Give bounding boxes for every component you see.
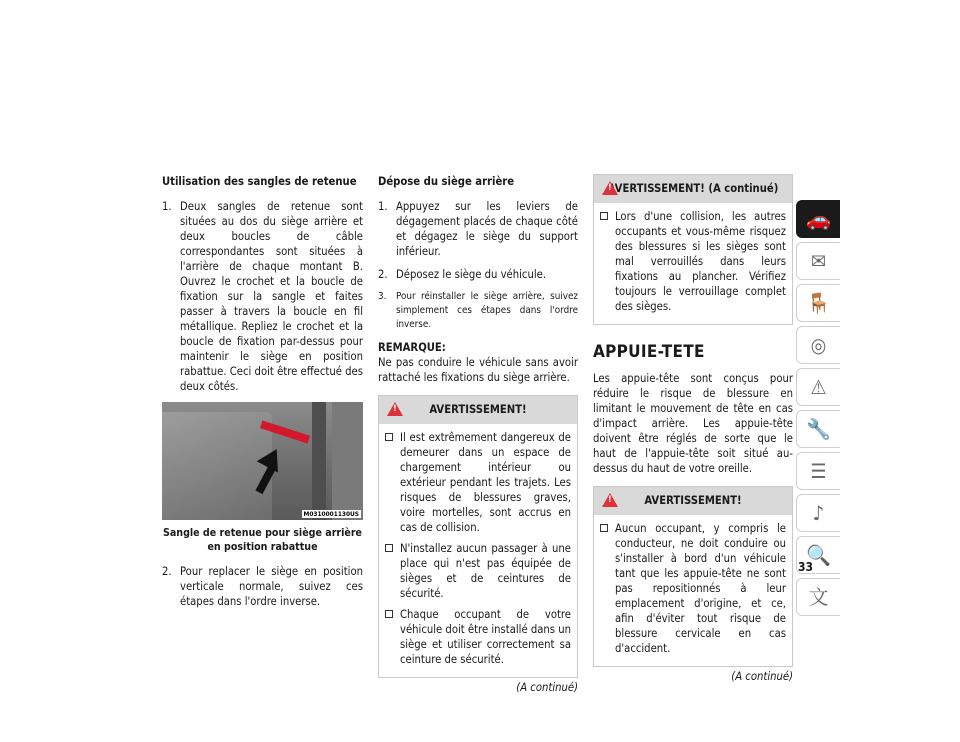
warning-title: AVERTISSEMENT!	[644, 494, 742, 507]
step-2	[378, 267, 578, 282]
warning-item	[600, 521, 786, 656]
continued-label: (A continué)	[731, 670, 793, 683]
figure-seat	[162, 412, 272, 520]
checkbox-bullet-icon	[600, 212, 608, 220]
seat-strap-figure	[162, 402, 363, 520]
tab-tools[interactable]	[796, 410, 840, 448]
tab-language[interactable]	[796, 578, 840, 616]
checkbox-bullet-icon	[600, 524, 608, 532]
warning-box-2	[593, 486, 793, 667]
tab-seat[interactable]	[796, 284, 840, 322]
column-3	[593, 174, 793, 684]
step-2	[162, 564, 363, 609]
warning-body	[594, 203, 792, 324]
remark	[378, 340, 578, 385]
warning-title: AVERTISSEMENT! (A continué)	[607, 182, 779, 195]
warning-item-text: N'installez aucun passager à une place qui n'est pas équipée de sièges et de ceintures de sécurité.	[400, 542, 571, 600]
page-number: 33	[798, 560, 814, 574]
figure-pillar	[312, 402, 326, 520]
figure-code: M0310001130US	[303, 510, 359, 518]
step-1	[378, 199, 578, 259]
step-text: Appuyez sur les leviers de dégagement placés de chaque côté et dégagez le siège du support inférieur.	[396, 200, 578, 258]
checkbox-bullet-icon	[385, 433, 393, 441]
section-title: APPUIE-TETE	[593, 342, 705, 362]
warning-item	[385, 607, 571, 667]
checkbox-bullet-icon	[385, 610, 393, 618]
warning-box	[378, 395, 578, 678]
step-text: Pour réinstaller le siège arrière, suivez simplement ces étapes dans l'ordre inverse.	[396, 291, 578, 330]
crash-icon: ⚠	[810, 374, 827, 399]
warning-icon	[602, 493, 618, 507]
warning-item	[600, 209, 786, 314]
language-icon: 文	[808, 584, 829, 609]
tab-car-info[interactable]	[796, 200, 840, 238]
section-paragraph: Les appuie-tête sont conçus pour réduire le risque de blessure en limitant le mouvement de tête en cas d'impact arrière. Les appuie-tête doivent être réglés de sorte que le haut de l'appuie-tête soit situé au-dessus du haut de votre oreille.	[593, 372, 793, 475]
step-1	[162, 199, 363, 394]
step-3	[378, 290, 578, 332]
column-2	[378, 174, 578, 695]
step-number: 1.	[378, 200, 388, 213]
warning-header	[379, 396, 577, 424]
continued-label: (A continué)	[516, 681, 578, 694]
search-icon: 🔍	[806, 542, 831, 567]
warning-box-continued	[593, 174, 793, 325]
warning-header	[594, 487, 792, 515]
warning-body	[594, 515, 792, 666]
step-number: 3.	[378, 291, 387, 302]
step-number: 1.	[162, 200, 172, 213]
tab-media[interactable]	[796, 494, 840, 532]
mail-icon: ✉	[810, 248, 827, 273]
step-text: Déposez le siège du véhicule.	[396, 268, 547, 281]
tab-list[interactable]	[796, 452, 840, 490]
warning-item	[385, 430, 571, 535]
section-heading: Utilisation des sangles de retenue	[162, 175, 357, 188]
warning-body	[379, 424, 577, 677]
car-info-icon: 🚗	[806, 206, 831, 231]
warning-item	[385, 541, 571, 601]
tab-crash[interactable]	[796, 368, 840, 406]
figure-caption: Sangle de retenue pour siège arrière en position rabattue	[162, 527, 362, 553]
warning-item-text: Chaque occupant de votre véhicule doit être installé dans un siège et utiliser correctement sa ceinture de sécurité.	[400, 608, 571, 666]
step-text: Deux sangles de retenue sont situées au dos du siège arrière et deux boucles de câble correspondantes sont situées à l'arrière de chaque montant B. Ouvrez le crochet et la boucle de fixation sur la sangle et faites passer à travers la boucle en fil métallique. Repliez le crochet et la boucle de fixation par-dessus pour maintenir le siège en position rabattue. Ceci doit être effectué des deux côtés.	[180, 200, 363, 393]
warning-item-text: Il est extrêmement dangereux de demeurer dans un espace de chargement intérieur ou extérieur pendant les trajets. Les risques de blessures graves, voire mortelles, sont accrus en cas de collision.	[400, 431, 571, 534]
chapter-tabs	[796, 200, 840, 620]
step-number: 2.	[378, 268, 388, 281]
warning-title: AVERTISSEMENT!	[429, 403, 527, 416]
step-number: 2.	[162, 565, 172, 578]
warning-header	[594, 175, 792, 203]
warning-item-text: Lors d'une collision, les autres occupants et vous-même risquez des blessures si les sièges sont mal verrouillés dans leurs fixations au plancher. Vérifiez toujours le verrouillage complet des sièges.	[615, 210, 786, 313]
tools-icon: 🔧	[806, 416, 831, 441]
remark-title: REMARQUE:	[378, 341, 446, 354]
warning-item-text: Aucun occupant, y compris le conducteur, ne doit conduire ou s'installer à bord d'un véhicule tant que les appuie-tête ne sont pas repositionnés à leur emplacement d'origine, et ce, afin d'éviter tout risque de blessure cervicale en cas d'accident.	[615, 522, 786, 655]
tab-steering[interactable]	[796, 326, 840, 364]
remark-text: Ne pas conduire le véhicule sans avoir rattaché les fixations du siège arrière.	[378, 356, 578, 384]
warning-icon	[387, 402, 403, 416]
step-text: Pour replacer le siège en position verticale normale, suivez ces étapes dans l'ordre inverse.	[180, 565, 363, 608]
tab-mail[interactable]	[796, 242, 840, 280]
column-1	[162, 174, 363, 617]
media-icon: ♪	[812, 500, 825, 525]
seat-icon: 🪑	[806, 290, 831, 315]
section-heading: Dépose du siège arrière	[378, 175, 515, 188]
list-icon: ☰	[810, 458, 827, 483]
steering-wheel-icon: ◎	[810, 332, 827, 357]
figure-panel	[332, 402, 363, 520]
checkbox-bullet-icon	[385, 544, 393, 552]
warning-icon	[602, 181, 618, 195]
